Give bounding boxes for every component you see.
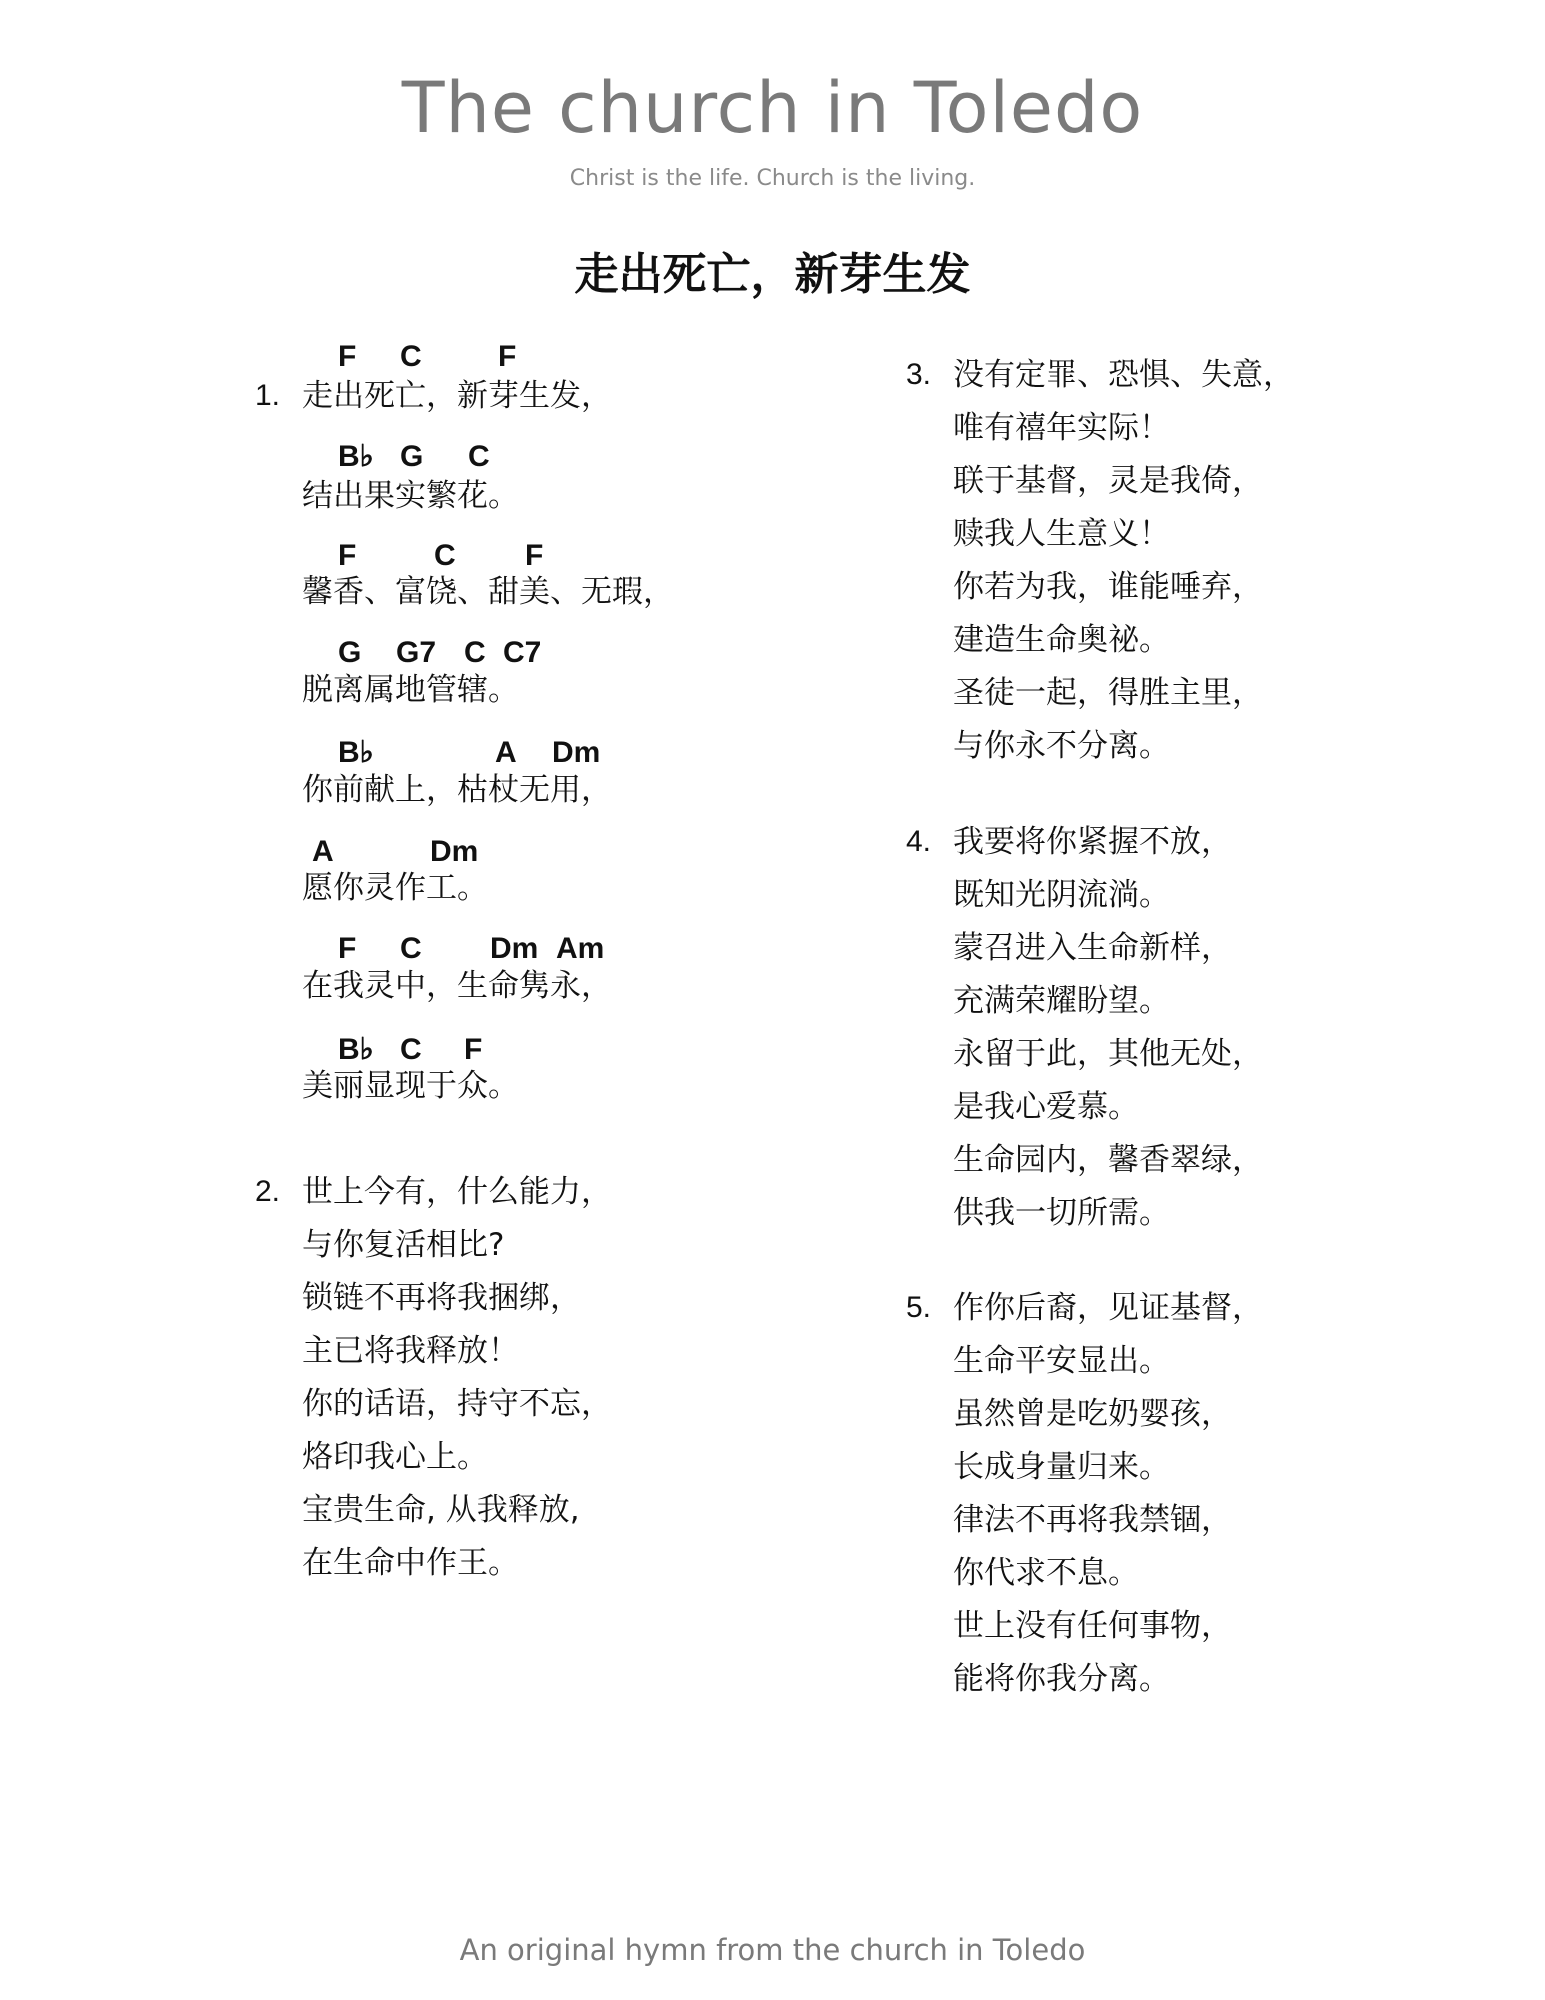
chord: C7	[503, 636, 542, 669]
chord: A	[312, 835, 334, 868]
lyric-line: 与你复活相比?	[302, 1227, 505, 1263]
chord: C	[434, 539, 456, 572]
header-title: The church in Toledo	[401, 67, 1144, 149]
lyric-line: 没有定罪、恐惧、失意，	[953, 357, 1294, 393]
chord: F	[338, 539, 357, 572]
chord: Dm	[490, 932, 539, 965]
chord: B♭	[338, 440, 374, 473]
lyric-line: 在生命中作王。	[302, 1545, 519, 1581]
lyric-line: 在我灵中，生命隽永，	[302, 968, 612, 1004]
chord: F	[525, 539, 544, 572]
lyric-line: 美丽显现于众。	[302, 1068, 519, 1104]
verse-number: 4.	[906, 825, 932, 858]
chord: F	[338, 340, 357, 373]
lyric-line: 宝贵生命, 从我释放,	[302, 1492, 580, 1528]
chord: B♭	[338, 736, 374, 769]
lyric-line: 你的话语，持守不忘，	[302, 1386, 612, 1422]
lyric-line: 供我一切所需。	[953, 1195, 1170, 1231]
chord: C	[400, 1033, 422, 1066]
lyric-line: 永留于此，其他无处，	[953, 1036, 1263, 1072]
lyric-line: 生命平安显出。	[953, 1343, 1170, 1379]
lyric-line: 律法不再将我禁锢，	[953, 1502, 1232, 1538]
lyric-line: 烙印我心上。	[302, 1439, 488, 1475]
chord: B♭	[338, 1033, 374, 1066]
verse-number: 3.	[906, 358, 932, 391]
lyric-line: 虽然曾是吃奶婴孩，	[953, 1396, 1232, 1432]
header-tagline: Christ is the life. Church is the living.	[569, 166, 976, 191]
lyric-line: 既知光阴流淌。	[953, 877, 1170, 913]
lyric-line: 蒙召进入生命新样，	[953, 930, 1232, 966]
lyric-line: 走出死亡，新芽生发，	[302, 378, 612, 414]
lyric-line: 你前献上，枯杖无用，	[302, 772, 612, 808]
chord: C	[464, 636, 486, 669]
lyric-line: 世上今有，什么能力，	[302, 1174, 612, 1210]
lyric-line: 充满荣耀盼望。	[953, 983, 1170, 1019]
lyric-line: 结出果实繁花。	[302, 478, 519, 514]
verse-number: 1.	[255, 379, 281, 412]
lyric-line: 长成身量归来。	[953, 1449, 1170, 1485]
lyric-line: 愿你灵作工。	[302, 870, 488, 906]
chord: Dm	[430, 835, 479, 868]
chord: G7	[396, 636, 437, 669]
lyric-line: 唯有禧年实际！	[953, 410, 1170, 446]
chord: C	[468, 440, 490, 473]
lyric-line: 作你后裔，见证基督，	[953, 1290, 1263, 1326]
lyric-line: 馨香、富饶、甜美、无瑕，	[302, 574, 674, 610]
lyric-line: 脱离属地管辖。	[302, 672, 519, 708]
chord: C	[400, 932, 422, 965]
lyric-line: 建造生命奥祕。	[953, 622, 1170, 658]
chord: G	[338, 636, 362, 669]
chord: F	[464, 1033, 483, 1066]
lyric-line: 世上没有任何事物，	[953, 1608, 1232, 1644]
lyric-line: 我要将你紧握不放，	[953, 824, 1232, 860]
lyric-line: 主已将我释放！	[302, 1333, 519, 1369]
verse-number: 2.	[255, 1175, 281, 1208]
lyric-line: 联于基督，灵是我倚，	[953, 463, 1263, 499]
footer-text: An original hymn from the church in Toledo	[459, 1933, 1086, 1967]
chord: Dm	[552, 736, 601, 769]
lyric-line: 赎我人生意义！	[953, 516, 1170, 552]
chord: F	[338, 932, 357, 965]
lyric-line: 生命园内，馨香翠绿，	[953, 1142, 1263, 1178]
chord: G	[400, 440, 424, 473]
lyric-line: 能将你我分离。	[953, 1661, 1170, 1697]
lyric-line: 是我心爱慕。	[953, 1089, 1139, 1125]
lyric-line: 圣徒一起，得胜主里，	[953, 675, 1263, 711]
lyric-line: 你若为我，谁能唾弃，	[953, 569, 1263, 605]
chord: Am	[556, 932, 605, 965]
chord: C	[400, 340, 422, 373]
lyric-line: 与你永不分离。	[953, 728, 1170, 764]
lyric-line: 你代求不息。	[953, 1555, 1139, 1591]
chord: F	[498, 340, 517, 373]
song-title: 走出死亡，新芽生发	[574, 249, 971, 300]
lyric-line: 锁链不再将我捆绑，	[302, 1280, 581, 1316]
chord: A	[495, 736, 517, 769]
verse-number: 5.	[906, 1291, 932, 1324]
